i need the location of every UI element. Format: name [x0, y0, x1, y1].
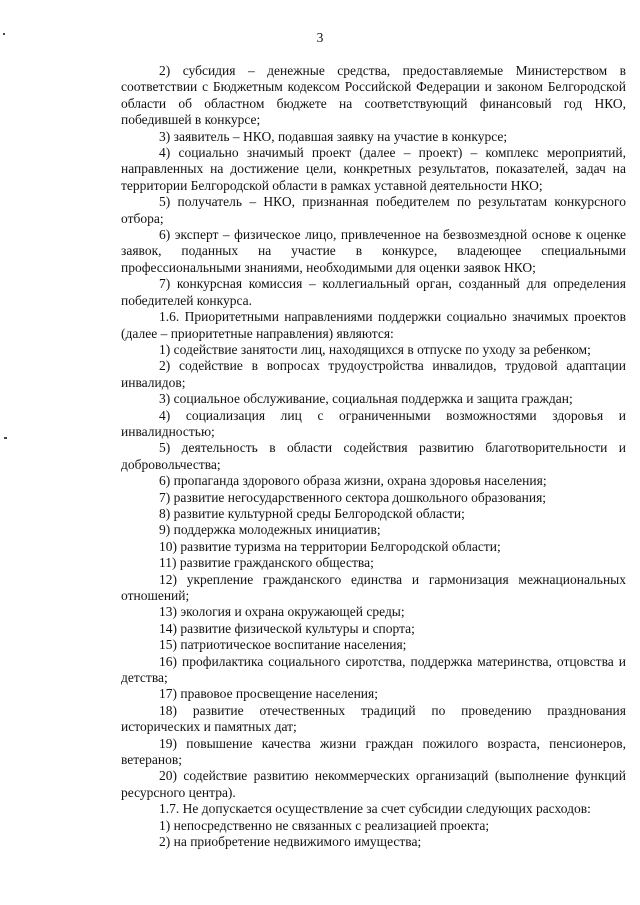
paragraph: 4) социализация лиц с ограниченными возможностями здоровья и инвалидностью; [121, 407, 626, 439]
paragraph: 4) социально значимый проект (далее – проект) – комплекс мероприятий, направленных на достижение цели, конкретных результатов, показателей, задач на территории Белгородской области в рамках уставной деятельности НКО; [121, 145, 626, 193]
paragraph: 17) правовое просвещение населения; [159, 686, 378, 702]
paragraph: 1.6. Приоритетными направлениями поддержки социально значимых проектов (далее – приоритетные направления) являются: [121, 309, 626, 341]
paragraph: 18) развитие отечественных традиций по проведению празднования исторических и памятных дат; [121, 702, 626, 735]
paragraph: 3) заявитель – НКО, подавшая заявку на участие в конкурсе; [159, 128, 508, 144]
paragraph: 1) содействие занятости лиц, находящихся в отпуске по уходу за ребенком; [159, 341, 591, 357]
paragraph: 20) содействие развитию некоммерческих организаций (выполнение функций ресурсного центра). [121, 768, 626, 800]
paragraph: 14) развитие физической культуры и спорта; [159, 620, 415, 636]
document-body [121, 63, 626, 851]
scan-speck [3, 33, 5, 35]
paragraph: 15) патриотическое воспитание населения; [159, 637, 407, 653]
paragraph: 2) на приобретение недвижимого имущества; [159, 834, 422, 850]
scan-speck [4, 437, 7, 439]
paragraph: 11) развитие гражданского общества; [159, 555, 374, 571]
paragraph: 2) субсидия – денежные средства, предоставляемые Министерством в соответствии с Бюджетным кодексом Российской Федерации и законом Белгородской области об областном бюджете на соответствующий финансовый год НКО, победившей в конкурсе; [121, 63, 626, 128]
paragraph: 8) развитие культурной среды Белгородской области; [159, 505, 465, 521]
paragraph: 10) развитие туризма на территории Белгородской области; [159, 538, 501, 554]
paragraph: 6) эксперт – физическое лицо, привлеченное на безвозмездной основе к оценке заявок, поданных на участие в конкурсе, владеющее специальными профессиональными знаниями, необходимыми для оценки заявок НКО; [121, 227, 626, 275]
paragraph: 19) повышение качества жизни граждан пожилого возраста, пенсионеров, ветеранов; [121, 735, 626, 768]
paragraph: 7) развитие негосударственного сектора дошкольного образования; [159, 489, 547, 505]
paragraph: 1.7. Не допускается осуществление за счет субсидии следующих расходов: [159, 801, 591, 817]
paragraph: 5) получатель – НКО, признанная победителем по результатам конкурсного отбора; [121, 194, 626, 226]
paragraph: 13) экология и охрана окружающей среды; [159, 604, 405, 620]
paragraph: 9) поддержка молодежных инициатив; [159, 522, 381, 538]
paragraph: 2) содействие в вопросах трудоустройства инвалидов, трудовой адаптации инвалидов; [121, 358, 626, 390]
paragraph: 1) непосредственно не связанных с реализацией проекта; [159, 817, 490, 833]
paragraph: 7) конкурсная комиссия – коллегиальный орган, созданный для определения победителей конкурса. [121, 276, 626, 308]
paragraph: 12) укрепление гражданского единства и гармонизация межнациональных отношений; [121, 571, 626, 603]
paragraph: 6) пропаганда здорового образа жизни, охрана здоровья населения; [159, 473, 547, 489]
paragraph: 3) социальное обслуживание, социальная поддержка и защита граждан; [159, 391, 573, 407]
paragraph: 5) деятельность в области содействия развитию благотворительности и добровольчества; [121, 440, 626, 472]
paragraph: 16) профилактика социального сиротства, поддержка материнства, отцовства и детства; [121, 653, 626, 686]
page-number: 3 [316, 30, 324, 45]
